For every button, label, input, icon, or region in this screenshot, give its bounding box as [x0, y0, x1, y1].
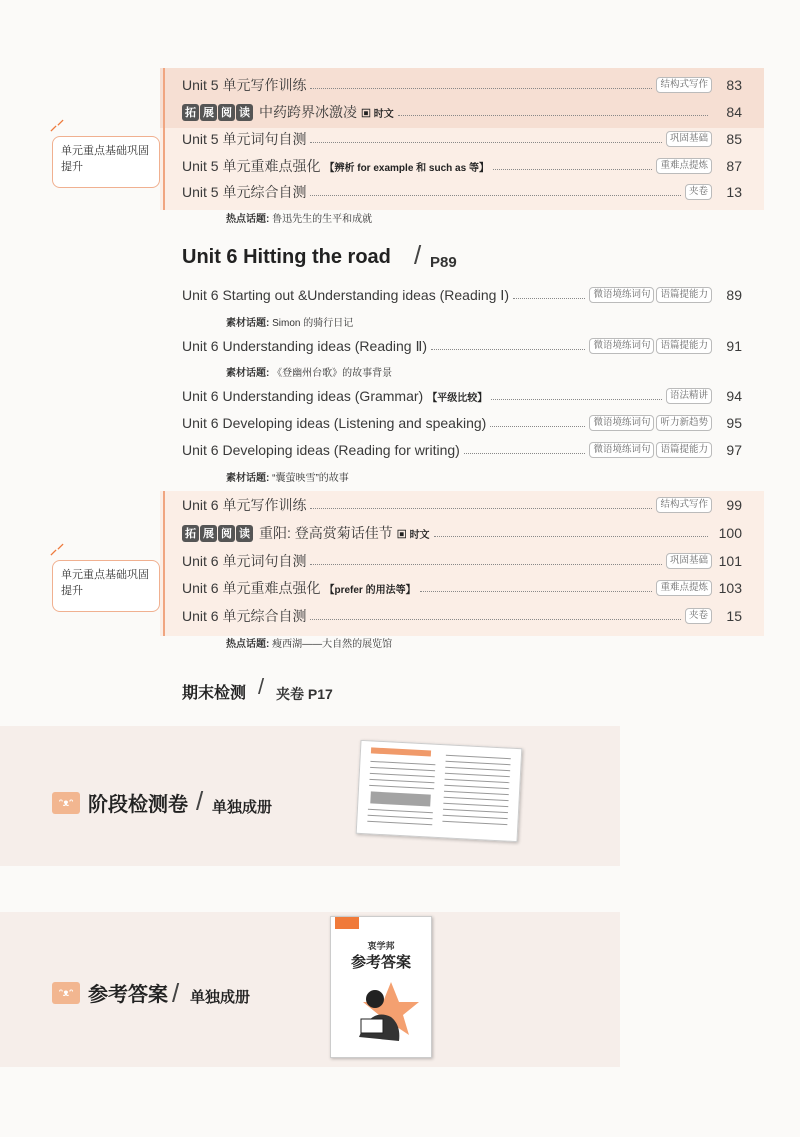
row-note: 【prefer 的用法等】	[324, 584, 416, 596]
row-page: 84	[726, 104, 742, 120]
unit6-page: P89	[430, 254, 457, 271]
row-tag: 微语境练词句	[589, 442, 654, 458]
leader-dots	[398, 115, 708, 116]
row-tag: 语篇提能力	[656, 287, 712, 303]
row-tag: 巩固基础	[666, 553, 712, 569]
cover-brand: 衷学邦	[367, 941, 395, 951]
toc-row[interactable]	[182, 605, 742, 627]
folder-face-icon: ᵔᴥᵔ	[52, 792, 80, 814]
row-tag: 夹卷	[685, 184, 712, 200]
leader-dots	[493, 169, 653, 170]
toc-row[interactable]	[182, 335, 742, 357]
stage-test-sub: 单独成册	[212, 799, 273, 816]
stage-test-title: 阶段检测卷	[88, 794, 188, 816]
row-page: 95	[726, 415, 742, 431]
row-title: Unit 6 Starting out &Understanding ideas (Reading Ⅰ)	[182, 286, 510, 303]
row-title: Unit 5 单元词句自测	[182, 131, 307, 147]
toc-row[interactable]	[182, 439, 742, 461]
leader-dots	[310, 142, 662, 143]
row-title: Unit 6 单元写作训练	[182, 497, 307, 513]
cover-badge	[335, 917, 359, 929]
leader-dots	[431, 349, 585, 350]
row-tag: 语篇提能力	[656, 338, 712, 354]
row-tag: 重难点提炼	[656, 158, 712, 174]
leader-dots	[310, 619, 681, 620]
answers-title: 参考答案	[88, 984, 168, 1006]
toc-row[interactable]	[182, 494, 742, 516]
slash-divider: /	[172, 978, 180, 1008]
row-title: Unit 6 Developing ideas (Reading for writing)	[182, 442, 460, 458]
folder-face-icon: ᵔᴥᵔ	[52, 982, 80, 1004]
toc-row[interactable]	[182, 101, 742, 123]
row-title: Unit 6 单元词句自测	[182, 553, 307, 569]
final-exam-page: 夹卷 P17	[276, 686, 333, 702]
sparkle-icon: ⸝⸍	[50, 541, 64, 557]
row-note: ▣ 时文	[396, 529, 430, 541]
row-page: 87	[726, 158, 742, 174]
row-tag: 语篇提能力	[656, 442, 712, 458]
row-note: 【平级比较】	[427, 392, 488, 404]
leader-dots	[310, 508, 652, 509]
toc-row[interactable]	[182, 412, 742, 434]
row-title: Unit 5 单元综合自测	[182, 184, 307, 200]
material-topic: 素材话题: Simon 的骑行日记	[226, 318, 354, 329]
row-tag: 微语境练词句	[589, 287, 654, 303]
row-title: Unit 5 单元写作训练	[182, 77, 307, 93]
row-tag: 微语境练词句	[589, 415, 654, 431]
toc-row[interactable]	[182, 550, 742, 572]
expand-reading-badge: 拓 展 阅 读	[182, 525, 253, 542]
hot-topic: 热点话题: 瘦西湖——大自然的展览馆	[226, 639, 393, 650]
answer-book-cover	[330, 916, 432, 1058]
hot-topic: 热点话题: 鲁迅先生的生平和成就	[226, 214, 373, 225]
leader-dots	[420, 591, 653, 592]
leader-dots	[434, 536, 708, 537]
answers-sub: 单独成册	[190, 989, 251, 1006]
exam-paper-thumbnail	[356, 740, 523, 842]
row-page: 100	[718, 525, 742, 541]
row-page: 13	[726, 184, 742, 200]
slash-divider: /	[414, 240, 422, 270]
toc-row[interactable]	[182, 181, 742, 203]
row-tag: 微语境练词句	[589, 338, 654, 354]
leader-dots	[310, 564, 662, 565]
final-exam-title: 期末检测	[182, 685, 247, 702]
leader-dots	[491, 399, 662, 400]
slash-divider: /	[196, 786, 204, 816]
side-label-unit5: 单元重点基础巩固提升	[52, 136, 160, 188]
row-title: Unit 6 单元综合自测	[182, 608, 307, 624]
reading-girl-illustration-icon	[341, 977, 421, 1047]
row-tag: 夹卷	[685, 608, 712, 624]
toc-row[interactable]	[182, 577, 742, 599]
row-note: 【辨析 for example 和 such as 等】	[324, 162, 489, 174]
toc-row[interactable]	[182, 522, 742, 544]
row-tag: 语法精讲	[666, 388, 712, 404]
unit6-title: Unit 6 Hitting the road	[182, 246, 391, 268]
unit6-vertical-line	[163, 491, 165, 636]
row-tag: 结构式写作	[656, 497, 712, 513]
slash-divider: /	[258, 674, 265, 699]
material-topic: 素材话题: “囊萤映雪”的故事	[226, 473, 349, 484]
exam-paper-lines-icon	[357, 741, 522, 841]
row-title: Unit 6 单元重难点强化	[182, 580, 321, 596]
leader-dots	[513, 298, 585, 299]
leader-dots	[310, 88, 652, 89]
row-title: 重阳: 登高赏菊话佳节	[259, 525, 393, 541]
leader-dots	[490, 426, 585, 427]
toc-row[interactable]	[182, 74, 742, 96]
toc-row[interactable]	[182, 155, 742, 177]
row-page: 103	[718, 580, 742, 596]
toc-row[interactable]	[182, 284, 742, 306]
row-page: 89	[726, 287, 742, 303]
unit5-vertical-line	[163, 68, 165, 210]
row-tag: 重难点提炼	[656, 580, 712, 596]
row-tag: 巩固基础	[666, 131, 712, 147]
leader-dots	[464, 453, 586, 454]
leader-dots	[310, 195, 681, 196]
row-page: 101	[718, 553, 742, 569]
toc-row[interactable]	[182, 128, 742, 150]
row-page: 91	[726, 338, 742, 354]
row-note: ▣ 时文	[361, 108, 394, 120]
row-page: 94	[726, 388, 742, 404]
material-topic: 素材话题: 《登幽州台歌》的故事背景	[226, 368, 393, 379]
side-label-unit6: 单元重点基础巩固提升	[52, 560, 160, 612]
sparkle-icon: ⸝⸍	[50, 117, 64, 133]
row-page: 15	[726, 608, 742, 624]
row-tag: 听力新趋势	[656, 415, 712, 431]
row-page: 85	[726, 131, 742, 147]
row-title: Unit 5 单元重难点强化	[182, 158, 321, 174]
cover-title: 参考答案	[350, 954, 411, 971]
toc-row[interactable]	[182, 385, 742, 407]
row-title: Unit 6 Developing ideas (Listening and speaking)	[182, 415, 487, 431]
row-page: 99	[726, 497, 742, 513]
row-page: 83	[726, 77, 742, 93]
row-title: 中药跨界冰激凌	[259, 104, 357, 120]
row-title: Unit 6 Understanding ideas (Grammar)	[182, 388, 424, 404]
row-title: Unit 6 Understanding ideas (Reading Ⅱ)	[182, 337, 428, 354]
row-tag: 结构式写作	[656, 77, 712, 93]
expand-reading-badge: 拓 展 阅 读	[182, 104, 253, 121]
row-page: 97	[726, 442, 742, 458]
